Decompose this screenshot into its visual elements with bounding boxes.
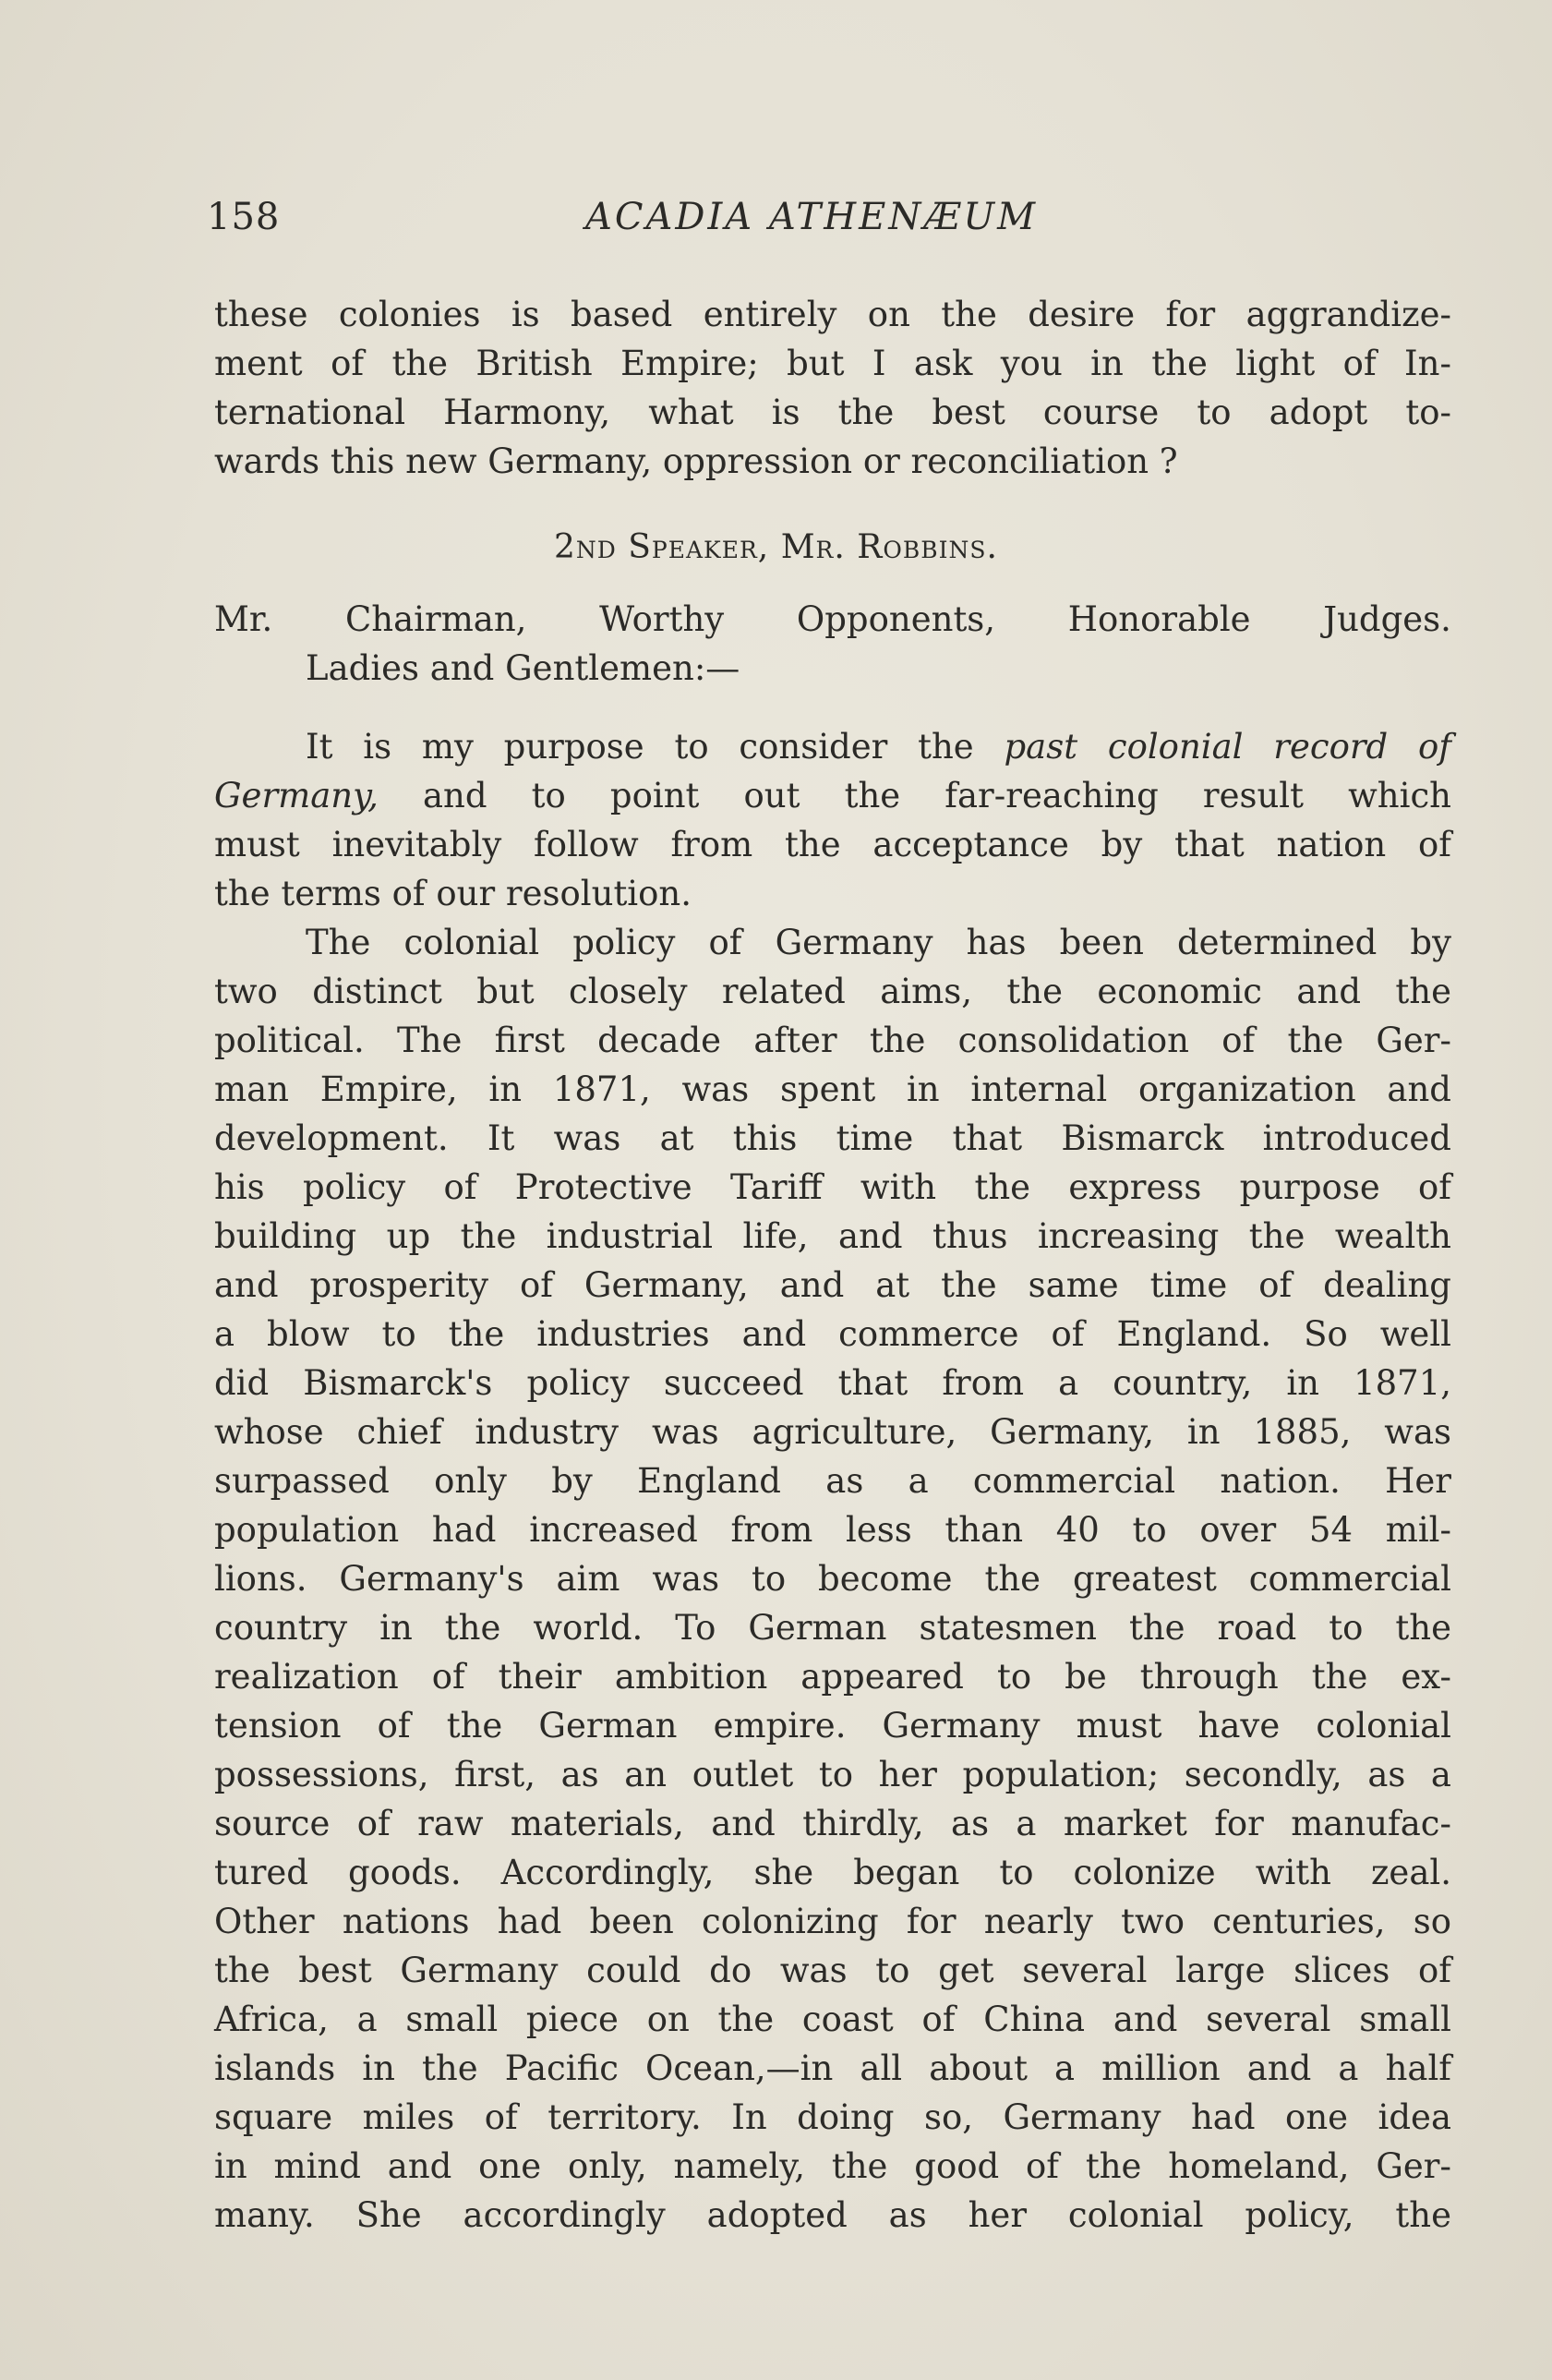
salutation-line-1: [214, 595, 1451, 644]
text-line: in mind and one only, namely, the good of the homeland, Ger-: [214, 2146, 1451, 2186]
salutation-word: Opponents,: [796, 599, 996, 639]
salutation-word: Chairman,: [344, 599, 527, 639]
salutation-word: Mr.: [214, 599, 273, 639]
text-line: a blow to the industries and commerce of England. So well: [214, 1314, 1451, 1354]
text-line: population had increased from less than 40 to over 54 mil-: [214, 1510, 1451, 1550]
running-title: ACADIA ATHENÆUM: [585, 196, 1039, 238]
speaker-heading: 2nd Speaker, Mr. Robbins.: [554, 528, 998, 566]
text-line: tured goods. Accordingly, she began to colonize with zeal.: [214, 1853, 1451, 1892]
text-line: political. The first decade after the consolidation of the Ger-: [214, 1021, 1451, 1060]
page-header: [207, 196, 1361, 251]
text-line: surpassed only by England as a commercial nation. Her: [214, 1461, 1451, 1501]
text-line: islands in the Pacific Ocean,—in all about a million and a half: [214, 2048, 1451, 2088]
text-line: man Empire, in 1871, was spent in internal organization and: [214, 1069, 1451, 1109]
italic-phrase: past colonial record of: [1004, 727, 1451, 767]
text-line: whose chief industry was agriculture, Germany, in 1885, was: [214, 1412, 1451, 1452]
text-span: and to point out the far-reaching result which: [378, 776, 1451, 815]
text-line: wards this new Germany, oppression or reconciliation ?: [214, 441, 1178, 481]
text-line: the best Germany could do was to get several large slices of: [214, 1951, 1451, 1990]
salutation-word: Judges.: [1323, 599, 1451, 639]
paragraph-1-line-1: [214, 722, 1451, 771]
text-line: two distinct but closely related aims, the economic and the: [214, 972, 1451, 1011]
text-line: possessions, first, as an outlet to her population; secondly, as a: [214, 1755, 1451, 1794]
text-line: these colonies is based entirely on the desire for aggrandize-: [214, 295, 1451, 334]
page-number: 158: [207, 196, 281, 238]
italic-phrase: Germany,: [214, 776, 379, 815]
text-line: lions. Germany's aim was to become the greatest commercial: [214, 1559, 1451, 1599]
text-line: did Bismarck's policy succeed that from a country, in 1871,: [214, 1363, 1451, 1403]
text-line: development. It was at this time that Bismarck introduced: [214, 1118, 1451, 1158]
text-line: and prosperity of Germany, and at the same time of dealing: [214, 1265, 1451, 1305]
salutation-word: Worthy: [599, 599, 725, 639]
text-line: square miles of territory. In doing so, Germany had one idea: [214, 2097, 1451, 2137]
text-line: realization of their ambition appeared to be through the ex-: [214, 1657, 1451, 1697]
salutation-word: Honorable: [1067, 599, 1251, 639]
text-line: many. She accordingly adopted as her colonial policy, the: [214, 2195, 1451, 2235]
text-line: country in the world. To German statesmen the road to the: [214, 1608, 1451, 1648]
text-line: building up the industrial life, and thus increasing the wealth: [214, 1216, 1451, 1256]
text-line: ternational Harmony, what is the best course to adopt to-: [214, 393, 1451, 432]
text-line: the terms of our resolution.: [214, 874, 692, 913]
text-line: his policy of Protective Tariff with the express purpose of: [214, 1167, 1451, 1207]
text-line: The colonial policy of Germany has been determined by: [306, 923, 1451, 962]
text-line: must inevitably follow from the acceptance by that nation of: [214, 825, 1451, 864]
text-span: It is my purpose to consider the: [306, 727, 1005, 767]
text-line: Other nations had been colonizing for nearly two centuries, so: [214, 1902, 1451, 1941]
text-line: Africa, a small piece on the coast of China and several small: [214, 1999, 1451, 2039]
text-line: source of raw materials, and thirdly, as a market for manufac-: [214, 1804, 1451, 1843]
article-body: [214, 290, 1451, 2240]
text-line: tension of the German empire. Germany must have colonial: [214, 1706, 1451, 1746]
text-line: ment of the British Empire; but I ask you in the light of In-: [214, 344, 1451, 383]
paragraph-1-line-2: [214, 771, 1451, 820]
salutation-line-2: Ladies and Gentlemen:—: [306, 648, 740, 688]
